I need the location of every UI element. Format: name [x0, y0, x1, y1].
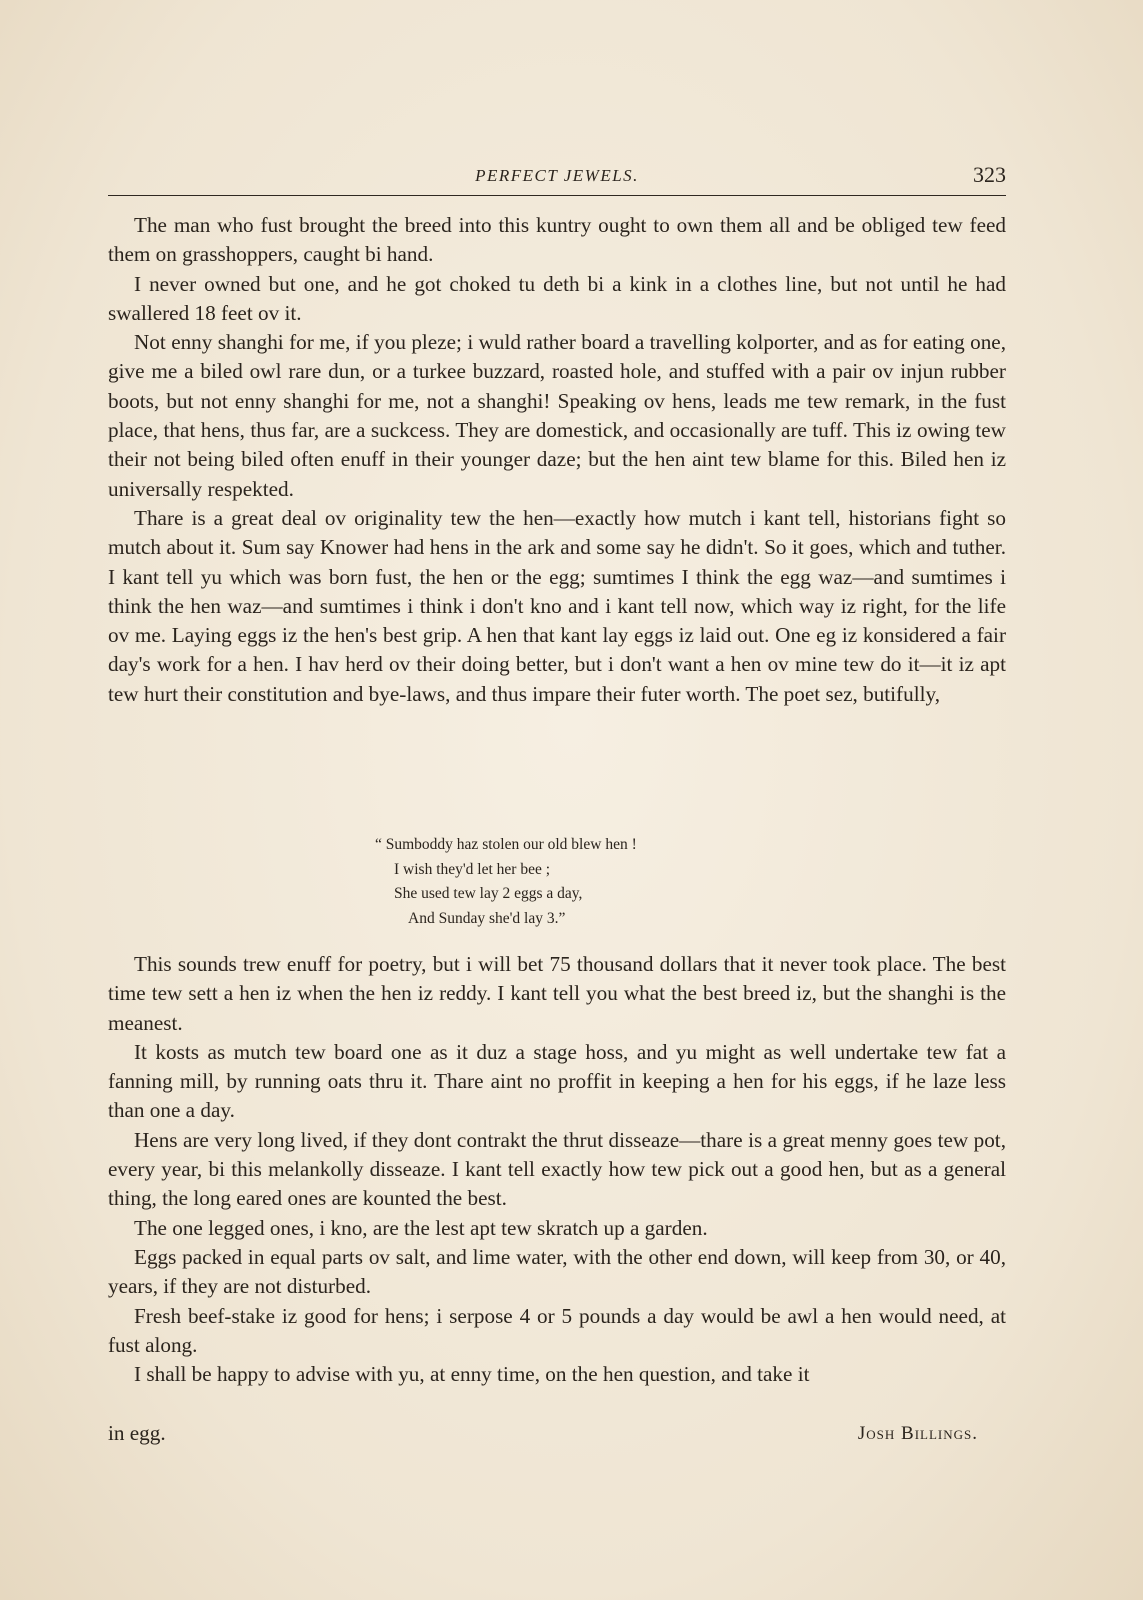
body-text-after-poem: [108, 950, 1006, 1389]
paragraph: I never owned but one, and he got choked tu deth bi a kink in a clothes line, but not until he had swallered 18 feet ov it.: [108, 271, 1006, 325]
running-title: PERFECT JEWELS.: [475, 166, 639, 185]
paragraph: It kosts as mutch tew board one as it duz a stage hoss, and yu might as well undertake tew fat a fanning mill, by running oats thru it. Thare aint no proffit in keeping a hen for his eggs, if he laze less than one a day.: [108, 1039, 1006, 1123]
paragraph: Eggs packed in equal parts ov salt, and lime water, with the other end down, will keep from 30, or 40, years, if they are not disturbed.: [108, 1244, 1006, 1299]
author-signature: Josh Billings.: [857, 1423, 978, 1444]
paragraph: Fresh beef-stake iz good for hens; i serpose 4 or 5 pounds a day would be awl a hen would need, at fust along.: [108, 1303, 1006, 1357]
poem-line: I wish they'd let her bee ;: [394, 860, 551, 878]
paragraph: This sounds trew enuff for poetry, but i will bet 75 thousand dollars that it never took place. The best time tew sett a hen iz when the hen iz reddy. I kant tell you what the best breed iz, but the shanghi is the meanest.: [108, 952, 1006, 1035]
page-number: 323: [973, 162, 1006, 187]
paragraph: The man who fust brought the breed into this kuntry ought to own them all and be obliged tew feed them on grasshoppers, caught bi hand.: [108, 213, 1006, 267]
paragraph: I shall be happy to advise with yu, at enny time, on the hen question, and take it: [134, 1362, 810, 1387]
poem-line: She used tew lay 2 eggs a day,: [394, 885, 583, 902]
paragraph: The one legged ones, i kno, are the lest apt tew skratch up a garden.: [134, 1215, 708, 1240]
header-rule: [108, 195, 1006, 196]
poem-line: And Sunday she'd lay 3.”: [408, 909, 566, 927]
poem-line: “ Sumboddy haz stolen our old blew hen !: [375, 836, 637, 853]
final-words: in egg.: [108, 1421, 166, 1445]
body-text-before-poem: [108, 211, 1006, 709]
poem: [375, 833, 695, 931]
paragraph: Thare is a great deal ov originality tew the hen—exactly how mutch i kant tell, historians fight so mutch about it. Sum say Knower had hens in the ark and some say he didn't. So it goes, which and tuther. I kant tell yu which was born fust, the hen or the egg; sumtimes I think the egg waz—and sumtimes i think the hen waz—and sumtimes i think i don't kno and i kant tell now, which way iz right, for the life ov me. Laying eggs iz the hen's best grip. A hen that kant lay eggs iz laid out. One eg iz konsidered a fair day's work for a hen. I hav herd ov their doing better, but i don't want a hen ov mine tew do it—it iz apt tew hurt their constitution and bye-laws, and thus impare their futer worth. The poet sez, butifully,: [108, 505, 1006, 706]
paragraph: Not enny shanghi for me, if you pleze; i wuld rather board a travelling kolporter, and as for eating one, give me a biled owl rare dun, or a turkee buzzard, roasted hole, and stuffed with a pair ov injun rubber boots, but not enny shanghi for me, not a shanghi! Speaking ov hens, leads me tew remark, in the fust place, that hens, thus far, are a suckcess. They are domestick, and occasionally are tuff. This iz owing tew their not being biled often enuff in their younger daze; but the hen aint tew blame for this. Biled hen iz universally respekted.: [108, 330, 1006, 501]
page-header: [108, 162, 1006, 194]
closing-line: [108, 1419, 1006, 1448]
paragraph: Hens are very long lived, if they dont contrakt the thrut disseaze—thare is a great menny goes tew pot, every year, bi this melankolly disseaze. I kant tell exactly how tew pick out a good hen, but as a general thing, the long eared ones are kounted the best.: [108, 1127, 1006, 1211]
